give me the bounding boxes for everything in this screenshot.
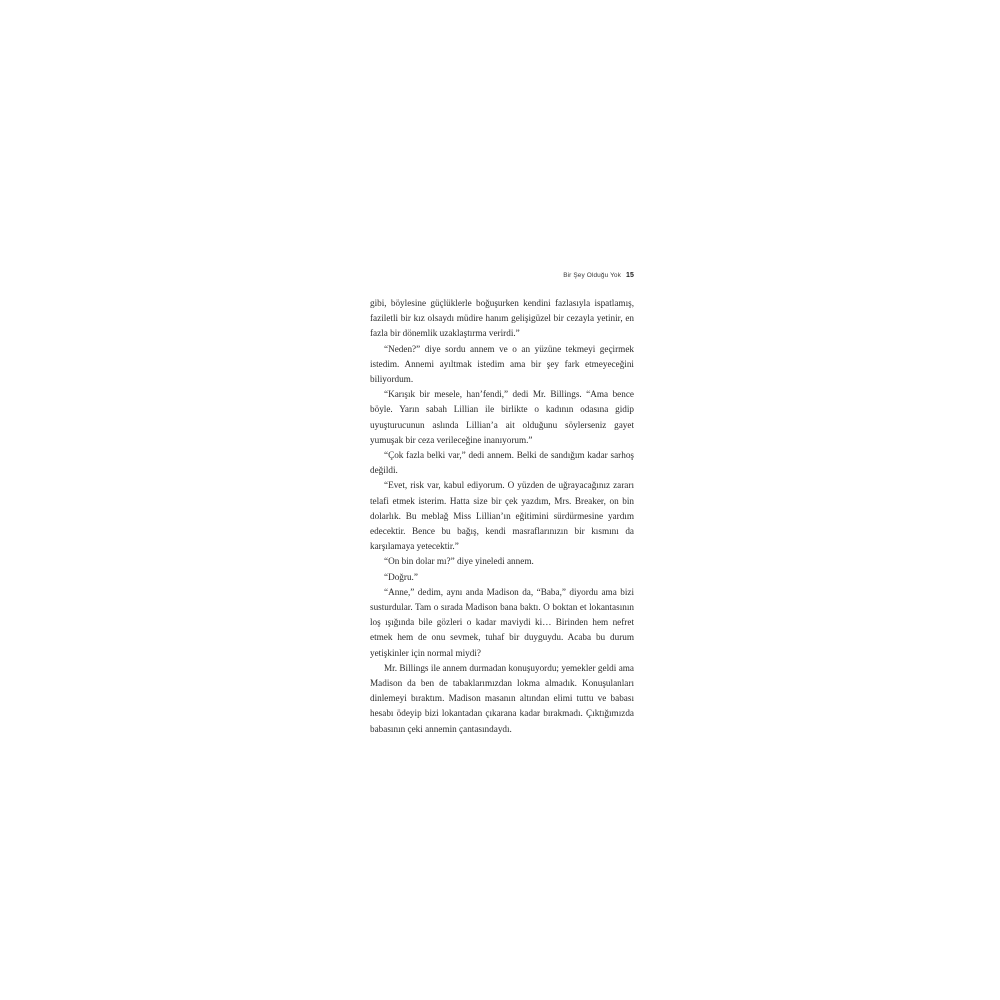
paragraph: “Doğru.” [384, 571, 418, 582]
body-text [370, 296, 634, 737]
paragraph: “Anne,” dedim, aynı anda Madison da, “Baba,” diyordu ama bizi susturdular. Tam o sırada Madison bana baktı. O boktan et lokantasının loş ışığında bile gözleri o kadar maviydi ki… Birinden hem nefret etmek hem de onu sevmek, tuhaf bir duyguydu. Acaba bu durum yetişkinler için normal miydi? [370, 586, 634, 658]
running-head-title: Bir Şey Olduğu Yok [563, 272, 621, 279]
paragraph: “Neden?” diye sordu annem ve o an yüzüne tekmeyi geçirmek istedim. Annemi ayıltmak istedim ama bir şey fark etmeyeceğini biliyordum. [370, 343, 634, 385]
paragraph: gibi, böylesine güçlüklerle boğuşurken kendini fazlasıyla ispatlamış, faziletli bir kız olsaydı müdire hanım gelişigüzel bir cezayla yetinir, en fazla bir dönemlik uzaklaştırma verirdi.” [370, 298, 634, 339]
paragraph: Mr. Billings ile annem durmadan konuşuyordu; yemekler geldi ama Madison da ben de tabaklarımızdan lokma almadık. Konuşulanları dinlemeyi bıraktım. Madison masanın altından elimi tuttu ve babası hesabı ödeyip bizi lokantadan çıkarana kadar bırakmadı. Çıktığımızda babasının çeki annemin çantasındaydı. [370, 662, 634, 734]
paragraph: “Çok fazla belki var,” dedi annem. Belki de sandığım kadar sarhoş değildi. [370, 450, 634, 476]
running-head [370, 272, 634, 279]
paragraph: “Evet, risk var, kabul ediyorum. O yüzden de uğrayacağınız zararı telafi etmek isterim. Hatta size bir çek yazdım, Mrs. Breaker, on bin dolarlık. Bu meblağ Miss Lillian’ın eğitimini sürdürmesine yardım edecektir. Bence bu bağış, kendi masraflarınızın bir kısmını da karşılamaya yetecektir.” [370, 480, 634, 552]
page-number: 15 [626, 272, 634, 279]
paragraph: “Karışık bir mesele, han’fendi,” dedi Mr. Billings. “Ama bence böyle. Yarın sabah Lillian ile birlikte o kadının odasına gidip uyuşturucunun aslında Lillian’a ait olduğunu söylerseniz gayet yumuşak bir ceza verileceğine inanıyorum.” [370, 389, 634, 445]
paragraph: “On bin dolar mı?” diye yineledi annem. [384, 556, 534, 567]
